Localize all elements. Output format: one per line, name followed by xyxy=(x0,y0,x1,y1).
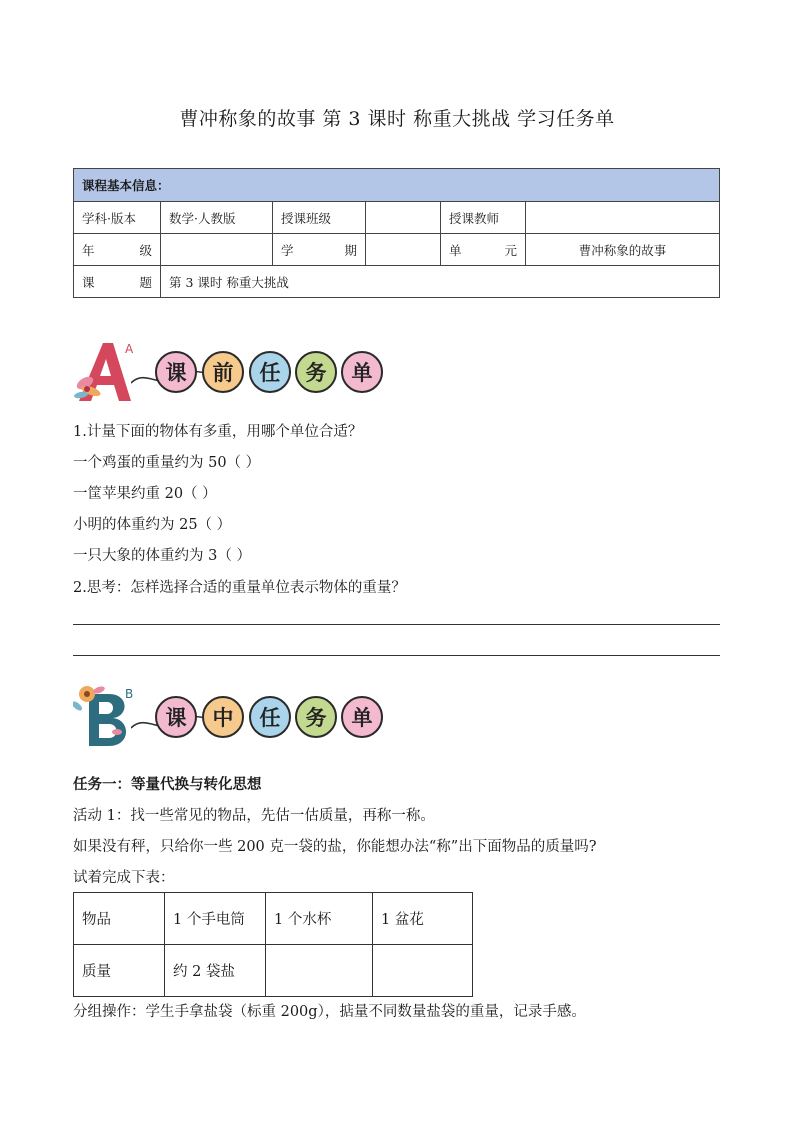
term-value xyxy=(366,234,441,266)
svg-text:B: B xyxy=(125,687,134,701)
subject-label: 学科·版本 xyxy=(74,202,161,234)
table-cell: 1 盆花 xyxy=(373,893,473,945)
list-item: 一筐苹果约重 20（ ） xyxy=(73,486,217,502)
bead-4: 务 xyxy=(295,351,337,393)
bead-3: 任 xyxy=(249,696,291,738)
pre-class-banner xyxy=(73,342,393,405)
table-cell: 1 个手电筒 xyxy=(165,893,266,945)
letter-a-flower-icon xyxy=(73,339,135,405)
table-cell: 物品 xyxy=(74,893,165,945)
bead-4: 务 xyxy=(295,696,337,738)
items-table xyxy=(73,892,473,997)
page-title: 曹冲称象的故事 第 3 课时 称重大挑战 学习任务单 xyxy=(179,108,615,130)
table-row xyxy=(74,945,473,997)
bead-3: 任 xyxy=(249,351,291,393)
question-2: 2.思考：怎样选择合适的重量单位表示物体的重量？ xyxy=(73,580,406,596)
question-1: 1.计量下面的物体有多重，用哪个单位合适？ xyxy=(73,424,363,440)
bead-1: 课 xyxy=(155,696,197,738)
in-class-banner xyxy=(73,687,393,750)
answer-line-2 xyxy=(73,655,720,656)
letter-b-flower-icon xyxy=(73,684,135,750)
class-label: 授课班级 xyxy=(273,202,366,234)
table-cell xyxy=(373,945,473,997)
instruction-text: 试着完成下表： xyxy=(73,870,175,886)
course-info-table xyxy=(73,168,720,298)
grade-label: 年 级 xyxy=(82,242,152,258)
task-title: 任务一：等量代换与转化思想 xyxy=(73,776,262,793)
class-value xyxy=(366,202,441,234)
bead-5: 单 xyxy=(341,351,383,393)
teacher-label: 授课教师 xyxy=(441,202,526,234)
topic-label: 课 题 xyxy=(82,274,152,290)
teacher-value xyxy=(526,202,720,234)
group-operation-text: 分组操作：学生手拿盐袋（标重 200g），掂量不同数量盐袋的重量，记录手感。 xyxy=(73,1004,586,1020)
list-item: 一只大象的体重约为 3（ ） xyxy=(73,548,251,564)
list-item: 小明的体重约为 25（ ） xyxy=(73,517,232,533)
bead-2: 前 xyxy=(202,351,244,393)
answer-line-1 xyxy=(73,624,720,625)
bead-5: 单 xyxy=(341,696,383,738)
question-text: 如果没有秤，只给你一些 200 克一袋的盐，你能想办法“称”出下面物品的质量吗? xyxy=(73,839,597,855)
subject-value: 数学·人教版 xyxy=(161,202,273,234)
unit-value: 曹冲称象的故事 xyxy=(526,234,720,266)
course-info-header: 课程基本信息： xyxy=(74,169,720,202)
svg-text:A: A xyxy=(125,342,134,356)
bead-1: 课 xyxy=(155,351,197,393)
topic-value: 第 3 课时 称重大挑战 xyxy=(161,266,720,298)
table-row xyxy=(74,893,473,945)
unit-label: 单 元 xyxy=(449,242,517,258)
table-cell: 约 2 袋盐 xyxy=(165,945,266,997)
table-cell: 1 个水杯 xyxy=(266,893,373,945)
grade-value xyxy=(161,234,273,266)
table-cell: 质量 xyxy=(74,945,165,997)
bead-2: 中 xyxy=(202,696,244,738)
activity-text: 活动 1：找一些常见的物品，先估一估质量，再称一称。 xyxy=(73,808,435,824)
table-cell xyxy=(266,945,373,997)
list-item: 一个鸡蛋的重量约为 50（ ） xyxy=(73,455,261,471)
term-label: 学 期 xyxy=(281,242,357,258)
